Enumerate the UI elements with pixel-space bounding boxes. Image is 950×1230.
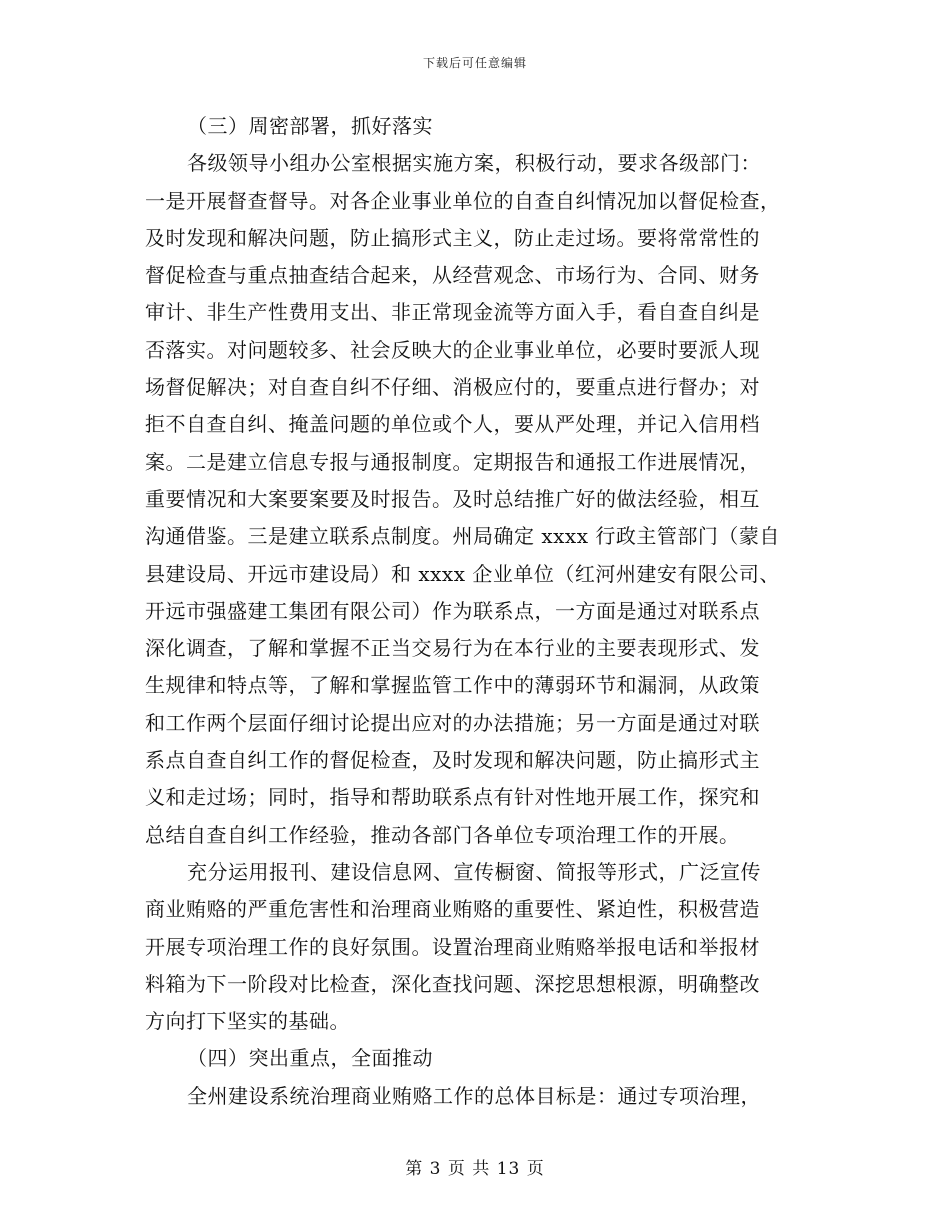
header-note: 下载后可任意编辑 bbox=[422, 56, 527, 70]
text-line: 义和走过场；同时，指导和帮助联系点有针对性地开展工作，探究和 bbox=[145, 785, 760, 810]
text-line: 总结自查自纠工作经验，推动各部门各单位专项治理工作的开展。 bbox=[145, 822, 740, 847]
text-line: 各级领导小组办公室根据实施方案，积极行动，要求各级部门： bbox=[187, 151, 761, 176]
text-line: 否落实。对问题较多、社会反映大的企业事业单位，必要时要派人现 bbox=[145, 337, 760, 362]
text-line: 审计、非生产性费用支出、非正常现金流等方面入手，看自查自纠是 bbox=[145, 300, 760, 325]
page-footer: 第 3 页 共 13 页 bbox=[405, 1159, 545, 1179]
text-line: 重要情况和大案要案要及时报告。及时总结推广好的做法经验，相互 bbox=[145, 486, 760, 511]
text-line: 生规律和特点等，了解和掌握监管工作中的薄弱环节和漏洞，从政策 bbox=[145, 673, 760, 698]
text-line: 开展专项治理工作的良好氛围。设置治理商业贿赂举报电话和举报材 bbox=[145, 934, 760, 959]
text-line: （三）周密部署，抓好落实 bbox=[187, 114, 433, 138]
text-line: 场督促解决；对自查自纠不仔细、消极应付的，要重点进行督办；对 bbox=[145, 375, 760, 400]
text-line: 督促检查与重点抽查结合起来，从经营观念、市场行为、合同、财务 bbox=[145, 263, 760, 288]
text-line: 全州建设系统治理商业贿赂工作的总体目标是：通过专项治理， bbox=[187, 1083, 761, 1108]
text-line: 县建设局、开远市建设局）和 xxxx 企业单位（红河州建安有限公司、 bbox=[145, 561, 780, 586]
text-line: 拒不自查自纠、掩盖问题的单位或个人，要从严处理，并记入信用档 bbox=[145, 412, 760, 437]
text-line: 充分运用报刊、建设信息网、宣传橱窗、简报等形式，广泛宣传 bbox=[187, 859, 761, 884]
text-line: 深化调查，了解和掌握不正当交易行为在本行业的主要表现形式、发 bbox=[145, 636, 760, 661]
text-line: 系点自查自纠工作的督促检查，及时发现和解决问题，防止搞形式主 bbox=[145, 748, 760, 773]
text-line: 方向打下坚实的基础。 bbox=[145, 1009, 350, 1034]
text-line: 案。二是建立信息专报与通报制度。定期报告和通报工作进展情况， bbox=[145, 449, 760, 474]
text-line: 一是开展督查督导。对各企业事业单位的自查自纠情况加以督促检查， bbox=[145, 188, 781, 213]
text-line: 和工作两个层面仔细讨论提出应对的办法措施；另一方面是通过对联 bbox=[145, 710, 760, 735]
text-line: 及时发现和解决问题，防止搞形式主义，防止走过场。要将常常性的 bbox=[145, 225, 760, 250]
text-line: 料箱为下一阶段对比检查，深化查找问题、深挖思想根源，明确整改 bbox=[145, 971, 760, 996]
text-line: 商业贿赂的严重危害性和治理商业贿赂的重要性、紧迫性，积极营造 bbox=[145, 897, 760, 922]
text-line: 开远市强盛建工集团有限公司）作为联系点，一方面是通过对联系点 bbox=[145, 598, 760, 623]
document-body bbox=[145, 108, 805, 1115]
text-line: 沟通借鉴。三是建立联系点制度。州局确定 xxxx 行政主管部门（蒙自 bbox=[145, 524, 780, 549]
text-line: （四）突出重点，全面推动 bbox=[187, 1046, 433, 1071]
